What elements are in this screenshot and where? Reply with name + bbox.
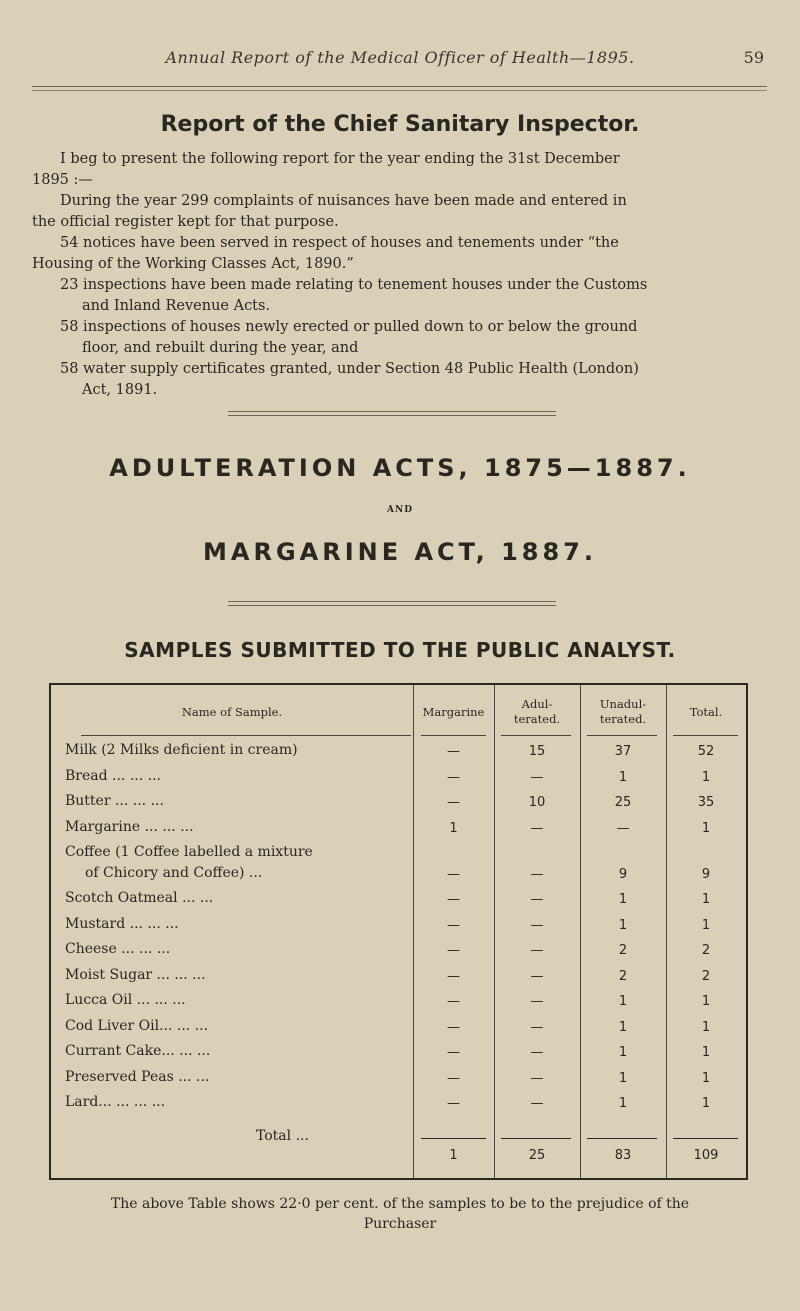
paragraph-2-line-1: During the year 299 complaints of nuisances have been made and entered in (60, 193, 627, 209)
cell-unadulterated: 1 (618, 1070, 628, 1086)
header-underline (421, 735, 486, 736)
cell-adulterated: — (530, 968, 544, 984)
header-unadulterated-2: terated. (599, 712, 647, 726)
cell-margarine: — (447, 1096, 460, 1111)
cell-margarine: — (447, 769, 460, 785)
paragraph-1-line-2: 1895 :— (32, 172, 93, 188)
sample-name: Currant Cake... ... ... (65, 1043, 211, 1059)
header-margarine: Margarine (422, 705, 485, 719)
sample-name: Bread ... ... ... (65, 767, 161, 784)
samples-table (49, 683, 748, 1180)
total-unadulterated: 83 (614, 1148, 632, 1163)
total-rule (421, 1138, 486, 1139)
cell-total: 1 (701, 994, 711, 1009)
header-rule (32, 86, 767, 87)
total-rule (587, 1138, 657, 1139)
cell-adulterated: 10 (528, 795, 546, 810)
cell-adulterated: — (530, 1070, 544, 1086)
report-title: Report of the Chief Sanitary Inspector. (160, 112, 640, 137)
sample-name: Mustard ... ... ... (65, 915, 179, 932)
header-adulterated-2: terated. (513, 712, 561, 726)
paragraph-2-line-2: the official register kept for that purpose. (32, 214, 339, 230)
cell-adulterated: — (530, 769, 544, 785)
cell-unadulterated: 25 (614, 795, 632, 810)
cell-total: 1 (701, 1070, 711, 1086)
cell-unadulterated: 1 (618, 994, 628, 1009)
paragraph-4-line-1: 23 inspections have been made relating to tenement houses under the Customs (60, 277, 648, 293)
cell-margarine: — (447, 917, 460, 933)
sample-name: Moist Sugar ... ... ... (65, 966, 206, 983)
sample-name: Cheese ... ... ... (65, 941, 171, 957)
cell-adulterated: — (530, 994, 544, 1009)
paragraph-6-line-2: Act, 1891. (82, 382, 158, 398)
cell-total: 1 (701, 917, 711, 933)
cell-margarine: — (447, 1045, 460, 1060)
cell-unadulterated: 1 (618, 1096, 628, 1111)
paragraph-3-line-1: 54 notices have been served in respect of houses and tenements under “the (60, 235, 619, 251)
table-row (51, 742, 746, 768)
acts-rule-2 (228, 605, 556, 606)
cell-adulterated: — (530, 892, 544, 907)
section-rule (228, 411, 556, 412)
sample-name: Cod Liver Oil... ... ... (65, 1017, 209, 1034)
sample-name: Margarine ... ... ... (65, 818, 194, 835)
cell-total: 1 (701, 820, 711, 836)
sample-name: Lucca Oil ... ... ... (65, 992, 186, 1008)
header-underline (501, 735, 571, 736)
paragraph-6-line-1: 58 water supply certificates granted, under Section 48 Public Health (London) (60, 361, 639, 377)
cell-adulterated: — (530, 943, 544, 958)
table-footnote (0, 1194, 800, 1234)
cell-total: 52 (697, 744, 715, 759)
table-row (51, 1094, 746, 1120)
paragraph-4-line-2: and Inland Revenue Acts. (82, 298, 271, 314)
cell-adulterated: — (530, 820, 544, 836)
cell-adulterated: 15 (528, 744, 546, 759)
header-title: Annual Report of the Medical Officer of Health—1895. (165, 48, 635, 67)
page-number: 59 (743, 48, 764, 67)
cell-margarine: — (447, 867, 460, 882)
table-row (51, 819, 746, 845)
cell-margarine: — (447, 892, 460, 907)
total-adulterated: 25 (528, 1148, 546, 1163)
cell-total: 2 (701, 968, 711, 984)
header-rule-2 (32, 90, 767, 91)
header-name: Name of Sample. (181, 705, 283, 719)
cell-total: 1 (701, 1096, 711, 1111)
total-label: Total ... (256, 1128, 309, 1144)
cell-total: 1 (701, 1019, 711, 1035)
sample-name: Preserved Peas ... ... (65, 1068, 210, 1085)
samples-heading: SAMPLES SUBMITTED TO THE PUBLIC ANALYST. (124, 638, 676, 662)
total-rule (673, 1138, 738, 1139)
sample-name: Lard... ... ... ... (65, 1094, 166, 1110)
cell-adulterated: — (530, 1045, 544, 1060)
cell-margarine: — (447, 1019, 460, 1035)
header-underline (587, 735, 657, 736)
header-total: Total. (689, 705, 723, 719)
cell-unadulterated: 1 (618, 917, 628, 933)
cell-adulterated: — (530, 917, 544, 933)
header-underline (673, 735, 738, 736)
table-row (51, 967, 746, 993)
cell-margarine: 1 (449, 820, 458, 836)
cell-total: 1 (701, 892, 711, 907)
header-underline (81, 735, 411, 736)
table-row (51, 1043, 746, 1069)
total-rule (501, 1138, 571, 1139)
table-row (51, 844, 746, 890)
cell-total: 1 (701, 769, 711, 785)
sample-name: Milk (2 Milks deficient in cream) (65, 742, 298, 758)
cell-adulterated: — (530, 1096, 544, 1111)
cell-unadulterated: 1 (618, 1019, 628, 1035)
total-margarine: 1 (449, 1148, 458, 1163)
cell-margarine: — (447, 994, 460, 1009)
cell-adulterated: — (530, 867, 544, 882)
paragraph-5-line-2: floor, and rebuilt during the year, and (82, 340, 359, 356)
margarine-act-heading: MARGARINE ACT, 1887. (203, 538, 597, 566)
table-row (51, 768, 746, 794)
paragraph-1-line-1: I beg to present the following report for the year ending the 31st December (60, 151, 620, 167)
table-row (51, 1018, 746, 1044)
paragraph-3-line-2: Housing of the Working Classes Act, 1890.” (32, 256, 354, 272)
cell-adulterated: — (530, 1019, 544, 1035)
cell-total: 35 (697, 795, 715, 810)
cell-margarine: — (447, 744, 460, 759)
table-row (51, 916, 746, 942)
cell-unadulterated: 2 (618, 968, 628, 984)
cell-unadulterated: 1 (618, 1045, 628, 1060)
cell-unadulterated: 2 (618, 943, 628, 958)
total-total: 109 (693, 1148, 719, 1163)
cell-total: 1 (701, 1045, 711, 1060)
footnote-line-1: The above Table shows 22·0 per cent. of the samples to be to the prejudice of the (110, 1196, 690, 1212)
header-unadulterated-1: Unadul- (599, 697, 647, 711)
cell-total: 9 (701, 867, 711, 882)
sample-name: Coffee (1 Coffee labelled a mixture (65, 844, 313, 860)
table-row (51, 890, 746, 916)
acts-and: AND (386, 505, 413, 515)
cell-margarine: — (447, 795, 460, 810)
table-row (51, 992, 746, 1018)
footnote-line-2: Purchaser (363, 1216, 437, 1232)
table-row (51, 941, 746, 967)
cell-margarine: — (447, 968, 460, 984)
header-adulterated-1: Adul- (521, 697, 553, 711)
cell-unadulterated: 1 (618, 769, 628, 785)
acts-heading: ADULTERATION ACTS, 1875—1887. (109, 454, 691, 482)
cell-unadulterated: 9 (618, 867, 628, 882)
table-row (51, 1069, 746, 1095)
table-row (51, 793, 746, 819)
sample-name: Scotch Oatmeal ... ... (65, 890, 214, 906)
cell-margarine: — (447, 943, 460, 958)
running-header (0, 48, 800, 78)
section-rule-2 (228, 415, 556, 416)
paragraph-5-line-1: 58 inspections of houses newly erected or pulled down to or below the ground (60, 319, 638, 335)
cell-unadulterated: — (616, 820, 630, 836)
cell-total: 2 (701, 943, 711, 958)
acts-rule (228, 601, 556, 602)
sample-name-continued: of Chicory and Coffee) ... (85, 865, 263, 881)
cell-unadulterated: 37 (614, 744, 632, 759)
cell-unadulterated: 1 (618, 892, 628, 907)
cell-margarine: — (447, 1070, 460, 1086)
total-row (51, 1128, 746, 1166)
sample-name: Butter ... ... ... (65, 793, 164, 809)
